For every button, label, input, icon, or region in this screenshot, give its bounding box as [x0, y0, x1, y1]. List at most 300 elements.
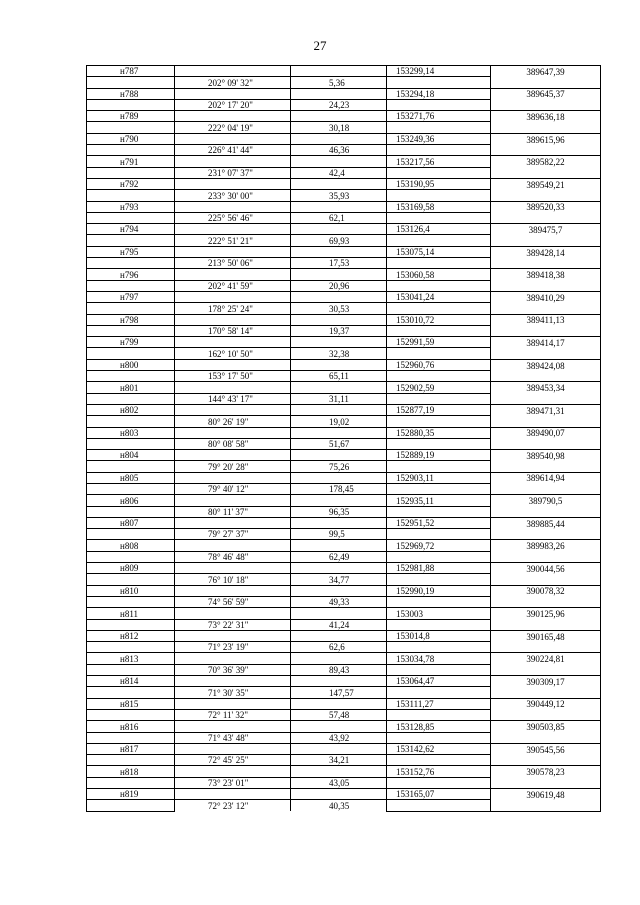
point-name-cell-empty	[87, 303, 175, 314]
y-coordinate-cell: 389475,7	[491, 224, 601, 235]
y-coordinate-cell: 389582,22	[491, 156, 601, 167]
point-name-cell: н804	[87, 450, 175, 461]
x-coordinate-cell: 153075,14	[387, 246, 491, 257]
y-coordinate-cell-empty	[491, 190, 601, 201]
point-row	[87, 66, 601, 77]
point-name-cell: н810	[87, 585, 175, 596]
x-coordinate-cell: 153010,72	[387, 314, 491, 325]
point-name-cell: н791	[87, 156, 175, 167]
direction-angle-cell: 78° 46' 48"	[175, 551, 291, 562]
point-name-cell-empty	[87, 77, 175, 88]
point-name-cell: н806	[87, 495, 175, 506]
angle-cell-empty	[175, 133, 291, 144]
point-name-cell: н819	[87, 789, 175, 800]
y-coordinate-cell: 389615,96	[491, 133, 601, 144]
point-name-cell-empty	[87, 235, 175, 246]
length-cell-empty	[291, 88, 387, 99]
point-row	[87, 789, 601, 800]
length-cell-empty	[291, 382, 387, 393]
y-coordinate-cell-empty	[491, 77, 601, 88]
direction-angle-cell: 79° 27' 37"	[175, 529, 291, 540]
x-coordinate-cell: 153128,85	[387, 721, 491, 732]
segment-row	[87, 732, 601, 743]
point-row	[87, 563, 601, 574]
length-cell-empty	[291, 698, 387, 709]
y-coordinate-cell: 389983,26	[491, 540, 601, 551]
angle-cell-empty	[175, 653, 291, 664]
segment-length-cell: 32,38	[291, 348, 387, 359]
segment-row	[87, 325, 601, 336]
point-name-cell-empty	[87, 190, 175, 201]
x-coordinate-cell: 152991,59	[387, 337, 491, 348]
segment-length-cell: 49,33	[291, 596, 387, 607]
length-cell-empty	[291, 653, 387, 664]
angle-cell-empty	[175, 698, 291, 709]
y-coordinate-cell: 390545,56	[491, 743, 601, 754]
x-coordinate-cell: 153041,24	[387, 291, 491, 302]
segment-length-cell: 43,92	[291, 732, 387, 743]
x-coordinate-cell-empty	[387, 574, 491, 585]
angle-cell-empty	[175, 111, 291, 122]
point-row	[87, 201, 601, 212]
direction-angle-cell: 213° 50' 06"	[175, 258, 291, 269]
x-coordinate-cell: 153190,95	[387, 178, 491, 189]
point-name-cell: н809	[87, 563, 175, 574]
point-name-cell-empty	[87, 755, 175, 766]
y-coordinate-cell: 390044,56	[491, 563, 601, 574]
x-coordinate-cell-empty	[387, 99, 491, 110]
y-coordinate-cell: 390125,96	[491, 608, 601, 619]
y-coordinate-cell-empty	[491, 167, 601, 178]
segment-row	[87, 122, 601, 133]
point-name-cell-empty	[87, 574, 175, 585]
y-coordinate-cell-empty	[491, 461, 601, 472]
point-name-cell-empty	[87, 709, 175, 720]
point-name-cell: н797	[87, 291, 175, 302]
segment-row	[87, 574, 601, 585]
length-cell-empty	[291, 585, 387, 596]
point-row	[87, 314, 601, 325]
y-coordinate-cell-empty	[491, 393, 601, 404]
length-cell-empty	[291, 404, 387, 415]
y-coordinate-cell-empty	[491, 145, 601, 156]
x-coordinate-cell: 152877,19	[387, 404, 491, 415]
y-coordinate-cell-empty	[491, 596, 601, 607]
point-name-cell-empty	[87, 325, 175, 336]
length-cell-empty	[291, 540, 387, 551]
direction-angle-cell: 71° 23' 19"	[175, 642, 291, 653]
x-coordinate-cell: 153111,27	[387, 698, 491, 709]
x-coordinate-cell-empty	[387, 280, 491, 291]
segment-length-cell: 62,6	[291, 642, 387, 653]
x-coordinate-cell-empty	[387, 619, 491, 630]
point-name-cell-empty	[87, 461, 175, 472]
angle-cell-empty	[175, 563, 291, 574]
point-name-cell-empty	[87, 122, 175, 133]
angle-cell-empty	[175, 789, 291, 800]
segment-row	[87, 800, 601, 811]
point-name-cell: н813	[87, 653, 175, 664]
direction-angle-cell: 202° 41' 59"	[175, 280, 291, 291]
point-row	[87, 291, 601, 302]
direction-angle-cell: 80° 11' 37"	[175, 506, 291, 517]
direction-angle-cell: 80° 08' 58"	[175, 438, 291, 449]
x-coordinate-cell-empty	[387, 483, 491, 494]
x-coordinate-cell: 152981,88	[387, 563, 491, 574]
point-row	[87, 721, 601, 732]
length-cell-empty	[291, 450, 387, 461]
x-coordinate-cell-empty	[387, 687, 491, 698]
segment-length-cell: 147,57	[291, 687, 387, 698]
y-coordinate-cell: 389636,18	[491, 111, 601, 122]
angle-cell-empty	[175, 314, 291, 325]
point-name-cell: н817	[87, 743, 175, 754]
segment-row	[87, 755, 601, 766]
angle-cell-empty	[175, 540, 291, 551]
y-coordinate-cell: 389647,39	[491, 66, 601, 77]
direction-angle-cell: 72° 11' 32"	[175, 709, 291, 720]
direction-angle-cell: 222° 51' 21"	[175, 235, 291, 246]
x-coordinate-cell: 153014,8	[387, 630, 491, 641]
length-cell-empty	[291, 269, 387, 280]
direction-angle-cell: 76° 10' 18"	[175, 574, 291, 585]
y-coordinate-cell-empty	[491, 212, 601, 223]
length-cell-empty	[291, 427, 387, 438]
point-name-cell-empty	[87, 732, 175, 743]
segment-row	[87, 303, 601, 314]
x-coordinate-cell: 153271,76	[387, 111, 491, 122]
point-name-cell: н818	[87, 766, 175, 777]
point-name-cell-empty	[87, 438, 175, 449]
y-coordinate-cell: 389614,94	[491, 472, 601, 483]
segment-row	[87, 461, 601, 472]
y-coordinate-cell-empty	[491, 416, 601, 427]
y-coordinate-cell-empty	[491, 800, 601, 811]
y-coordinate-cell: 390503,85	[491, 721, 601, 732]
point-name-cell-empty	[87, 664, 175, 675]
segment-length-cell: 19,37	[291, 325, 387, 336]
direction-angle-cell: 222° 04' 19"	[175, 122, 291, 133]
coordinates-table	[86, 65, 601, 812]
segment-row	[87, 777, 601, 788]
segment-length-cell: 41,24	[291, 619, 387, 630]
segment-row	[87, 551, 601, 562]
y-coordinate-cell: 389424,08	[491, 359, 601, 370]
point-row	[87, 517, 601, 528]
x-coordinate-cell: 152902,59	[387, 382, 491, 393]
angle-cell-empty	[175, 178, 291, 189]
x-coordinate-cell: 153217,56	[387, 156, 491, 167]
angle-cell-empty	[175, 201, 291, 212]
segment-row	[87, 258, 601, 269]
angle-cell-empty	[175, 156, 291, 167]
x-coordinate-cell-empty	[387, 303, 491, 314]
angle-cell-empty	[175, 585, 291, 596]
page-number: 27	[313, 38, 327, 53]
length-cell-empty	[291, 314, 387, 325]
angle-cell-empty	[175, 450, 291, 461]
direction-angle-cell: 80° 26' 19"	[175, 416, 291, 427]
y-coordinate-cell: 389549,21	[491, 178, 601, 189]
segment-row	[87, 393, 601, 404]
segment-row	[87, 212, 601, 223]
y-coordinate-cell: 390224,81	[491, 653, 601, 664]
length-cell-empty	[291, 517, 387, 528]
x-coordinate-cell: 152935,11	[387, 495, 491, 506]
angle-cell-empty	[175, 66, 291, 77]
y-coordinate-cell: 389520,33	[491, 201, 601, 212]
coordinates-table-body	[87, 66, 601, 812]
y-coordinate-cell: 390309,17	[491, 676, 601, 687]
angle-cell-empty	[175, 337, 291, 348]
x-coordinate-cell: 153294,18	[387, 88, 491, 99]
segment-length-cell: 5,36	[291, 77, 387, 88]
x-coordinate-cell-empty	[387, 235, 491, 246]
y-coordinate-cell: 390578,23	[491, 766, 601, 777]
point-name-cell: н794	[87, 224, 175, 235]
length-cell-empty	[291, 743, 387, 754]
segment-row	[87, 506, 601, 517]
point-name-cell-empty	[87, 483, 175, 494]
point-row	[87, 88, 601, 99]
segment-row	[87, 664, 601, 675]
direction-angle-cell: 225° 56' 46"	[175, 212, 291, 223]
y-coordinate-cell-empty	[491, 709, 601, 720]
point-name-cell: н793	[87, 201, 175, 212]
x-coordinate-cell: 153060,58	[387, 269, 491, 280]
angle-cell-empty	[175, 608, 291, 619]
direction-angle-cell: 153° 17' 50"	[175, 371, 291, 382]
segment-row	[87, 190, 601, 201]
point-name-cell-empty	[87, 99, 175, 110]
y-coordinate-cell: 389885,44	[491, 517, 601, 528]
x-coordinate-cell: 152889,19	[387, 450, 491, 461]
x-coordinate-cell: 153064,47	[387, 676, 491, 687]
point-name-cell-empty	[87, 371, 175, 382]
point-name-cell: н796	[87, 269, 175, 280]
x-coordinate-cell-empty	[387, 438, 491, 449]
point-name-cell-empty	[87, 145, 175, 156]
y-coordinate-cell-empty	[491, 303, 601, 314]
direction-angle-cell: 202° 17' 20"	[175, 99, 291, 110]
length-cell-empty	[291, 495, 387, 506]
point-name-cell: н798	[87, 314, 175, 325]
point-name-cell-empty	[87, 258, 175, 269]
y-coordinate-cell: 389411,13	[491, 314, 601, 325]
point-name-cell: н803	[87, 427, 175, 438]
point-name-cell: н816	[87, 721, 175, 732]
length-cell-empty	[291, 359, 387, 370]
x-coordinate-cell-empty	[387, 348, 491, 359]
y-coordinate-cell: 389471,31	[491, 404, 601, 415]
angle-cell-empty	[175, 630, 291, 641]
segment-length-cell: 65,11	[291, 371, 387, 382]
x-coordinate-cell: 153299,14	[387, 66, 491, 77]
point-row	[87, 743, 601, 754]
length-cell-empty	[291, 66, 387, 77]
y-coordinate-cell-empty	[491, 483, 601, 494]
point-name-cell-empty	[87, 167, 175, 178]
length-cell-empty	[291, 630, 387, 641]
direction-angle-cell: 74° 56' 59"	[175, 596, 291, 607]
segment-row	[87, 77, 601, 88]
x-coordinate-cell-empty	[387, 461, 491, 472]
angle-cell-empty	[175, 404, 291, 415]
point-name-cell-empty	[87, 800, 175, 811]
direction-angle-cell: 72° 23' 12"	[175, 800, 291, 811]
x-coordinate-cell: 152903,11	[387, 472, 491, 483]
y-coordinate-cell-empty	[491, 99, 601, 110]
length-cell-empty	[291, 224, 387, 235]
y-coordinate-cell: 389418,38	[491, 269, 601, 280]
y-coordinate-cell-empty	[491, 529, 601, 540]
x-coordinate-cell: 153142,62	[387, 743, 491, 754]
point-row	[87, 224, 601, 235]
y-coordinate-cell-empty	[491, 732, 601, 743]
x-coordinate-cell-empty	[387, 506, 491, 517]
direction-angle-cell: 233° 30' 00"	[175, 190, 291, 201]
y-coordinate-cell: 389790,5	[491, 495, 601, 506]
angle-cell-empty	[175, 472, 291, 483]
x-coordinate-cell-empty	[387, 167, 491, 178]
point-row	[87, 630, 601, 641]
angle-cell-empty	[175, 359, 291, 370]
point-name-cell: н802	[87, 404, 175, 415]
y-coordinate-cell-empty	[491, 348, 601, 359]
x-coordinate-cell: 152951,52	[387, 517, 491, 528]
x-coordinate-cell: 153165,07	[387, 789, 491, 800]
point-name-cell-empty	[87, 642, 175, 653]
segment-row	[87, 348, 601, 359]
y-coordinate-cell-empty	[491, 777, 601, 788]
point-name-cell: н792	[87, 178, 175, 189]
segment-row	[87, 438, 601, 449]
direction-angle-cell: 162° 10' 50"	[175, 348, 291, 359]
point-row	[87, 133, 601, 144]
y-coordinate-cell: 390078,32	[491, 585, 601, 596]
direction-angle-cell: 202° 09' 32"	[175, 77, 291, 88]
y-coordinate-cell-empty	[491, 619, 601, 630]
point-row	[87, 111, 601, 122]
point-name-cell: н815	[87, 698, 175, 709]
y-coordinate-cell-empty	[491, 280, 601, 291]
point-row	[87, 608, 601, 619]
x-coordinate-cell-empty	[387, 325, 491, 336]
x-coordinate-cell-empty	[387, 371, 491, 382]
direction-angle-cell: 226° 41' 44"	[175, 145, 291, 156]
length-cell-empty	[291, 608, 387, 619]
segment-length-cell: 43,05	[291, 777, 387, 788]
point-name-cell: н800	[87, 359, 175, 370]
direction-angle-cell: 79° 40' 12"	[175, 483, 291, 494]
segment-length-cell: 89,43	[291, 664, 387, 675]
segment-row	[87, 99, 601, 110]
point-name-cell-empty	[87, 280, 175, 291]
point-name-cell-empty	[87, 348, 175, 359]
point-name-cell: н807	[87, 517, 175, 528]
point-name-cell: н787	[87, 66, 175, 77]
x-coordinate-cell-empty	[387, 77, 491, 88]
point-name-cell: н789	[87, 111, 175, 122]
x-coordinate-cell-empty	[387, 122, 491, 133]
direction-angle-cell: 170° 58' 14"	[175, 325, 291, 336]
y-coordinate-cell-empty	[491, 122, 601, 133]
segment-length-cell: 30,53	[291, 303, 387, 314]
segment-length-cell: 62,49	[291, 551, 387, 562]
point-name-cell: н799	[87, 337, 175, 348]
point-row	[87, 495, 601, 506]
direction-angle-cell: 71° 43' 48"	[175, 732, 291, 743]
x-coordinate-cell: 152960,76	[387, 359, 491, 370]
y-coordinate-cell: 389645,37	[491, 88, 601, 99]
x-coordinate-cell-empty	[387, 212, 491, 223]
point-name-cell-empty	[87, 506, 175, 517]
point-name-cell: н808	[87, 540, 175, 551]
length-cell-empty	[291, 156, 387, 167]
x-coordinate-cell-empty	[387, 800, 491, 811]
angle-cell-empty	[175, 246, 291, 257]
point-row	[87, 337, 601, 348]
segment-row	[87, 709, 601, 720]
point-name-cell: н795	[87, 246, 175, 257]
length-cell-empty	[291, 246, 387, 257]
segment-length-cell: 42,4	[291, 167, 387, 178]
point-name-cell: н811	[87, 608, 175, 619]
x-coordinate-cell-empty	[387, 664, 491, 675]
segment-row	[87, 529, 601, 540]
angle-cell-empty	[175, 517, 291, 528]
direction-angle-cell: 79° 20' 28"	[175, 461, 291, 472]
y-coordinate-cell: 389490,07	[491, 427, 601, 438]
angle-cell-empty	[175, 269, 291, 280]
x-coordinate-cell: 153152,76	[387, 766, 491, 777]
direction-angle-cell: 70° 36' 39"	[175, 664, 291, 675]
length-cell-empty	[291, 291, 387, 302]
segment-length-cell: 96,35	[291, 506, 387, 517]
y-coordinate-cell-empty	[491, 371, 601, 382]
segment-length-cell: 34,77	[291, 574, 387, 585]
point-name-cell: н788	[87, 88, 175, 99]
length-cell-empty	[291, 472, 387, 483]
direction-angle-cell: 71° 30' 35"	[175, 687, 291, 698]
length-cell-empty	[291, 676, 387, 687]
y-coordinate-cell-empty	[491, 258, 601, 269]
point-name-cell-empty	[87, 393, 175, 404]
segment-length-cell: 57,48	[291, 709, 387, 720]
segment-row	[87, 145, 601, 156]
segment-length-cell: 24,23	[291, 99, 387, 110]
angle-cell-empty	[175, 88, 291, 99]
point-name-cell-empty	[87, 416, 175, 427]
point-row	[87, 382, 601, 393]
point-row	[87, 540, 601, 551]
y-coordinate-cell: 390449,12	[491, 698, 601, 709]
y-coordinate-cell-empty	[491, 755, 601, 766]
y-coordinate-cell: 389540,98	[491, 450, 601, 461]
y-coordinate-cell: 389428,14	[491, 246, 601, 257]
segment-row	[87, 483, 601, 494]
point-row	[87, 698, 601, 709]
y-coordinate-cell-empty	[491, 574, 601, 585]
segment-row	[87, 416, 601, 427]
point-name-cell: н812	[87, 630, 175, 641]
point-row	[87, 472, 601, 483]
x-coordinate-cell: 152880,35	[387, 427, 491, 438]
segment-row	[87, 371, 601, 382]
x-coordinate-cell-empty	[387, 596, 491, 607]
point-row	[87, 246, 601, 257]
x-coordinate-cell-empty	[387, 145, 491, 156]
